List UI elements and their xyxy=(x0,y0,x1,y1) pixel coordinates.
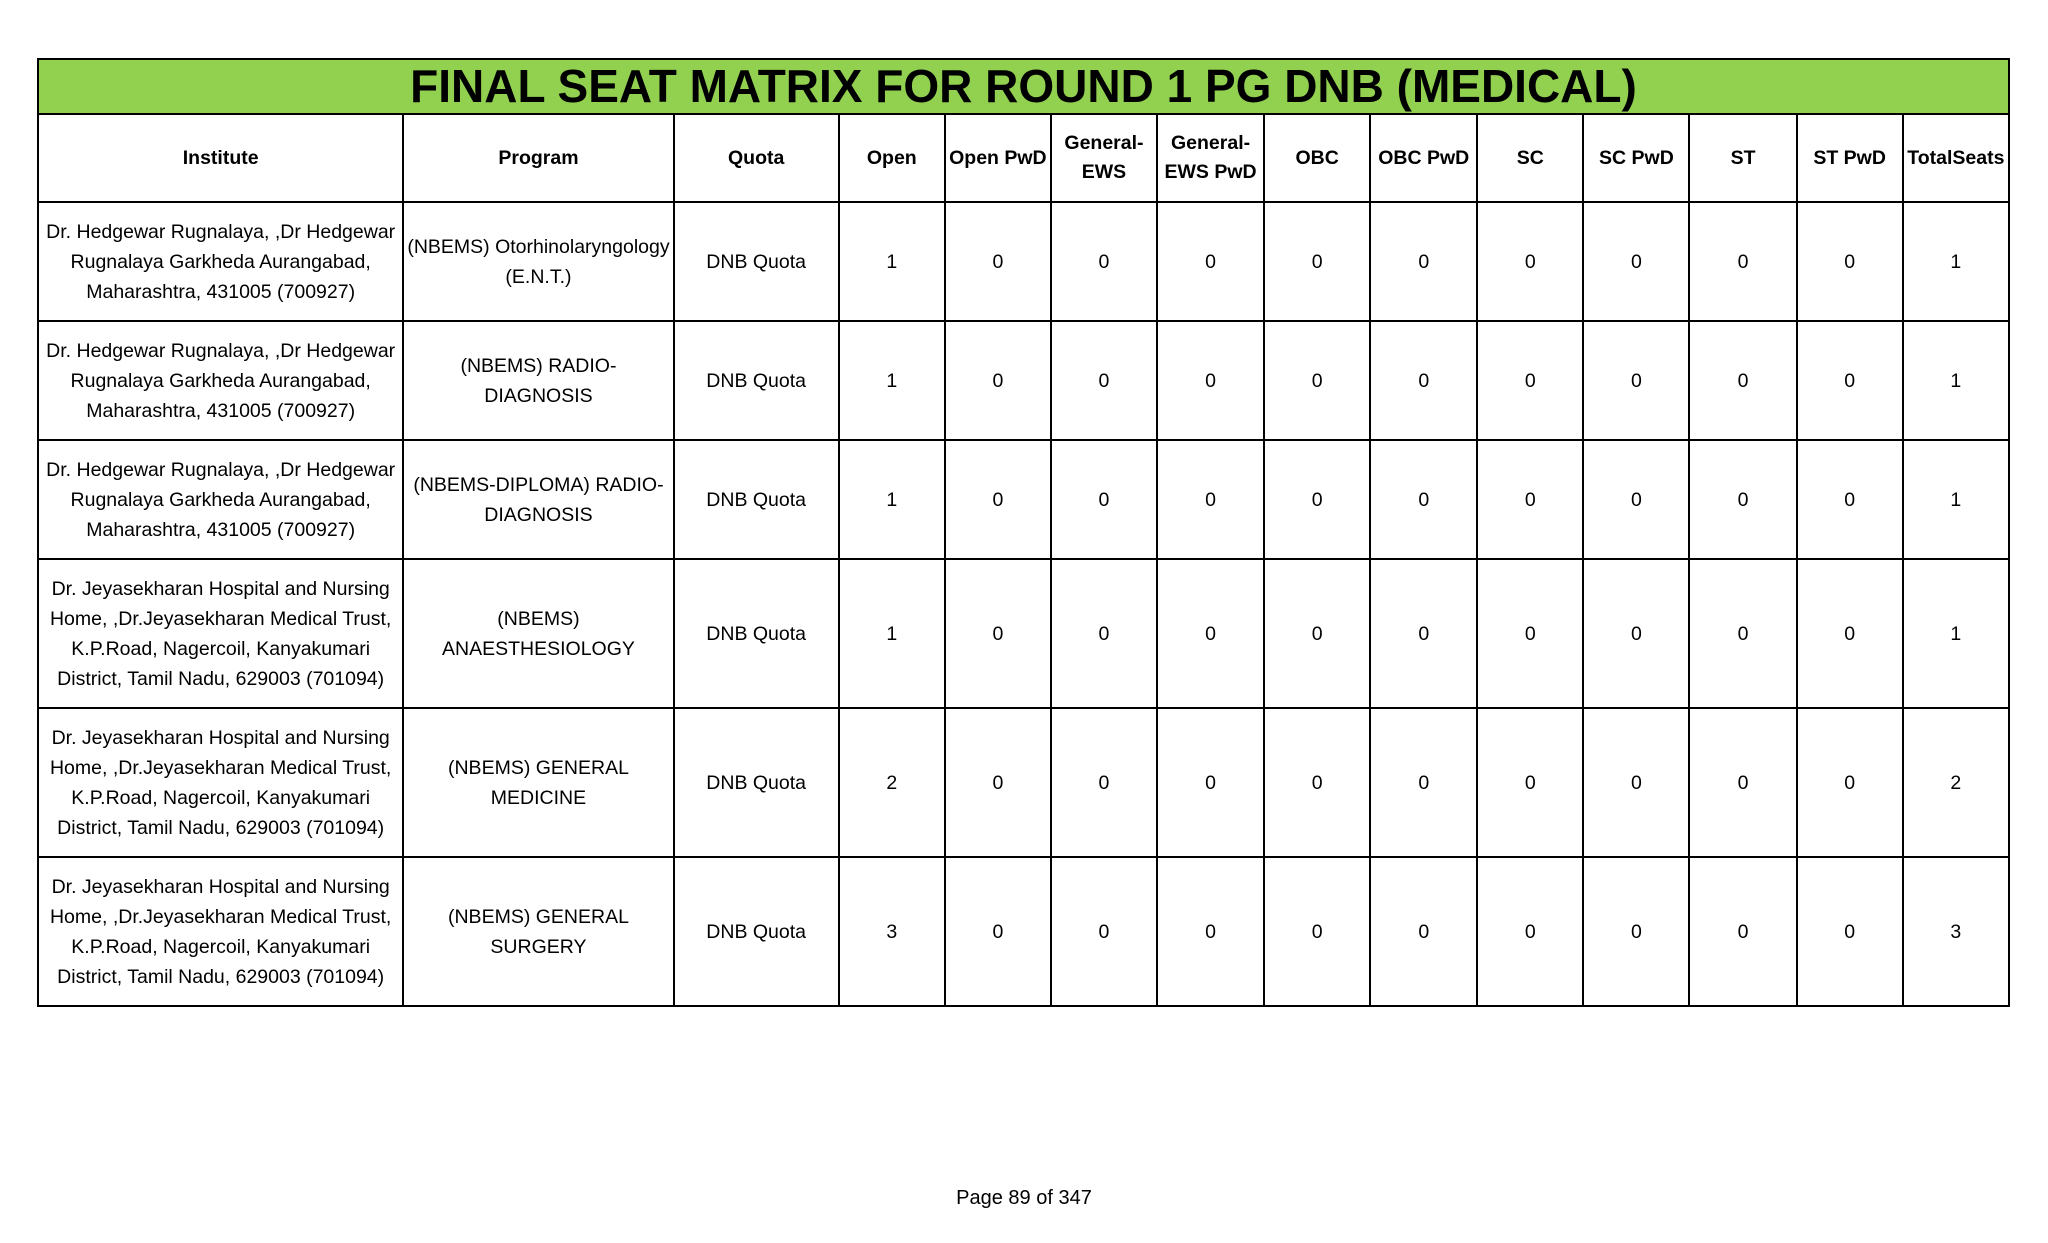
cell-program: (NBEMS) Otorhinolaryngology (E.N.T.) xyxy=(403,202,673,321)
cell-total-seats: 2 xyxy=(1903,708,2009,857)
cell-st: 0 xyxy=(1689,440,1796,559)
cell-st-pwd: 0 xyxy=(1797,440,1903,559)
cell-st-pwd: 0 xyxy=(1797,202,1903,321)
cell-st-pwd: 0 xyxy=(1797,559,1903,708)
cell-obc: 0 xyxy=(1264,440,1370,559)
title-row xyxy=(38,59,2009,114)
cell-general-ews-pwd: 0 xyxy=(1157,559,1264,708)
column-header-program: Program xyxy=(403,114,673,202)
cell-quota: DNB Quota xyxy=(674,559,839,708)
cell-general-ews: 0 xyxy=(1051,202,1157,321)
cell-program: (NBEMS) RADIO-DIAGNOSIS xyxy=(403,321,673,440)
cell-institute: Dr. Hedgewar Rugnalaya, ,Dr Hedgewar Rugnalaya Garkheda Aurangabad, Maharashtra, 431005 (700927) xyxy=(38,440,403,559)
cell-quota: DNB Quota xyxy=(674,321,839,440)
cell-general-ews-pwd: 0 xyxy=(1157,708,1264,857)
table-row xyxy=(38,440,2009,559)
cell-institute: Dr. Hedgewar Rugnalaya, ,Dr Hedgewar Rugnalaya Garkheda Aurangabad, Maharashtra, 431005 (700927) xyxy=(38,321,403,440)
cell-open: 2 xyxy=(839,708,945,857)
cell-st-pwd: 0 xyxy=(1797,857,1903,1006)
cell-institute: Dr. Jeyasekharan Hospital and Nursing Home, ,Dr.Jeyasekharan Medical Trust, K.P.Road, Nagercoil, Kanyakumari District, Tamil Nadu, 629003 (701094) xyxy=(38,708,403,857)
cell-sc: 0 xyxy=(1477,708,1583,857)
cell-sc-pwd: 0 xyxy=(1583,857,1689,1006)
cell-general-ews-pwd: 0 xyxy=(1157,202,1264,321)
table-row xyxy=(38,202,2009,321)
cell-obc-pwd: 0 xyxy=(1370,708,1477,857)
cell-sc: 0 xyxy=(1477,202,1583,321)
column-header-open-pwd: Open PwD xyxy=(945,114,1051,202)
cell-obc: 0 xyxy=(1264,559,1370,708)
cell-obc-pwd: 0 xyxy=(1370,857,1477,1006)
cell-obc-pwd: 0 xyxy=(1370,321,1477,440)
cell-program: (NBEMS) ANAESTHESIOLOGY xyxy=(403,559,673,708)
cell-institute: Dr. Hedgewar Rugnalaya, ,Dr Hedgewar Rugnalaya Garkheda Aurangabad, Maharashtra, 431005 (700927) xyxy=(38,202,403,321)
cell-open: 3 xyxy=(839,857,945,1006)
column-header-general-ews: General-EWS xyxy=(1051,114,1157,202)
cell-sc-pwd: 0 xyxy=(1583,440,1689,559)
cell-open: 1 xyxy=(839,321,945,440)
column-header-general-ews-pwd: General-EWS PwD xyxy=(1157,114,1264,202)
cell-institute: Dr. Jeyasekharan Hospital and Nursing Home, ,Dr.Jeyasekharan Medical Trust, K.P.Road, Nagercoil, Kanyakumari District, Tamil Nadu, 629003 (701094) xyxy=(38,559,403,708)
column-header-quota: Quota xyxy=(674,114,839,202)
cell-institute: Dr. Jeyasekharan Hospital and Nursing Home, ,Dr.Jeyasekharan Medical Trust, K.P.Road, Nagercoil, Kanyakumari District, Tamil Nadu, 629003 (701094) xyxy=(38,857,403,1006)
table-row xyxy=(38,321,2009,440)
cell-open: 1 xyxy=(839,559,945,708)
cell-obc-pwd: 0 xyxy=(1370,202,1477,321)
cell-obc: 0 xyxy=(1264,857,1370,1006)
cell-open-pwd: 0 xyxy=(945,440,1051,559)
cell-general-ews-pwd: 0 xyxy=(1157,857,1264,1006)
cell-general-ews: 0 xyxy=(1051,708,1157,857)
column-header-institute: Institute xyxy=(38,114,403,202)
cell-program: (NBEMS) GENERAL SURGERY xyxy=(403,857,673,1006)
cell-general-ews: 0 xyxy=(1051,857,1157,1006)
cell-quota: DNB Quota xyxy=(674,202,839,321)
cell-st-pwd: 0 xyxy=(1797,321,1903,440)
cell-st: 0 xyxy=(1689,559,1796,708)
cell-total-seats: 1 xyxy=(1903,559,2009,708)
cell-obc: 0 xyxy=(1264,202,1370,321)
column-header-obc-pwd: OBC PwD xyxy=(1370,114,1477,202)
table-row xyxy=(38,708,2009,857)
cell-sc: 0 xyxy=(1477,321,1583,440)
cell-st: 0 xyxy=(1689,202,1796,321)
header-row xyxy=(38,114,2009,202)
cell-st-pwd: 0 xyxy=(1797,708,1903,857)
cell-open-pwd: 0 xyxy=(945,708,1051,857)
seat-matrix-table xyxy=(37,58,2010,1007)
cell-program: (NBEMS-DIPLOMA) RADIO-DIAGNOSIS xyxy=(403,440,673,559)
cell-total-seats: 1 xyxy=(1903,440,2009,559)
cell-general-ews: 0 xyxy=(1051,559,1157,708)
cell-open-pwd: 0 xyxy=(945,857,1051,1006)
cell-general-ews-pwd: 0 xyxy=(1157,440,1264,559)
cell-open-pwd: 0 xyxy=(945,202,1051,321)
cell-obc-pwd: 0 xyxy=(1370,559,1477,708)
table-row xyxy=(38,857,2009,1006)
cell-sc-pwd: 0 xyxy=(1583,202,1689,321)
column-header-open: Open xyxy=(839,114,945,202)
cell-general-ews: 0 xyxy=(1051,440,1157,559)
cell-program: (NBEMS) GENERAL MEDICINE xyxy=(403,708,673,857)
cell-general-ews: 0 xyxy=(1051,321,1157,440)
cell-st: 0 xyxy=(1689,857,1796,1006)
column-header-obc: OBC xyxy=(1264,114,1370,202)
cell-open: 1 xyxy=(839,202,945,321)
column-header-sc-pwd: SC PwD xyxy=(1583,114,1689,202)
column-header-total-seats: TotalSeats xyxy=(1903,114,2009,202)
table-row xyxy=(38,559,2009,708)
cell-sc-pwd: 0 xyxy=(1583,708,1689,857)
cell-obc-pwd: 0 xyxy=(1370,440,1477,559)
page-number: Page 89 of 347 xyxy=(956,1187,1092,1209)
cell-st: 0 xyxy=(1689,708,1796,857)
cell-sc: 0 xyxy=(1477,440,1583,559)
cell-sc: 0 xyxy=(1477,857,1583,1006)
cell-total-seats: 1 xyxy=(1903,321,2009,440)
cell-total-seats: 1 xyxy=(1903,202,2009,321)
cell-quota: DNB Quota xyxy=(674,857,839,1006)
table-title: FINAL SEAT MATRIX FOR ROUND 1 PG DNB (MEDICAL) xyxy=(38,59,2009,114)
cell-st: 0 xyxy=(1689,321,1796,440)
cell-quota: DNB Quota xyxy=(674,708,839,857)
cell-total-seats: 3 xyxy=(1903,857,2009,1006)
cell-open: 1 xyxy=(839,440,945,559)
cell-obc: 0 xyxy=(1264,708,1370,857)
cell-quota: DNB Quota xyxy=(674,440,839,559)
cell-obc: 0 xyxy=(1264,321,1370,440)
cell-sc: 0 xyxy=(1477,559,1583,708)
cell-open-pwd: 0 xyxy=(945,559,1051,708)
cell-sc-pwd: 0 xyxy=(1583,559,1689,708)
cell-general-ews-pwd: 0 xyxy=(1157,321,1264,440)
cell-open-pwd: 0 xyxy=(945,321,1051,440)
cell-sc-pwd: 0 xyxy=(1583,321,1689,440)
column-header-st: ST xyxy=(1689,114,1796,202)
column-header-sc: SC xyxy=(1477,114,1583,202)
column-header-st-pwd: ST PwD xyxy=(1797,114,1903,202)
